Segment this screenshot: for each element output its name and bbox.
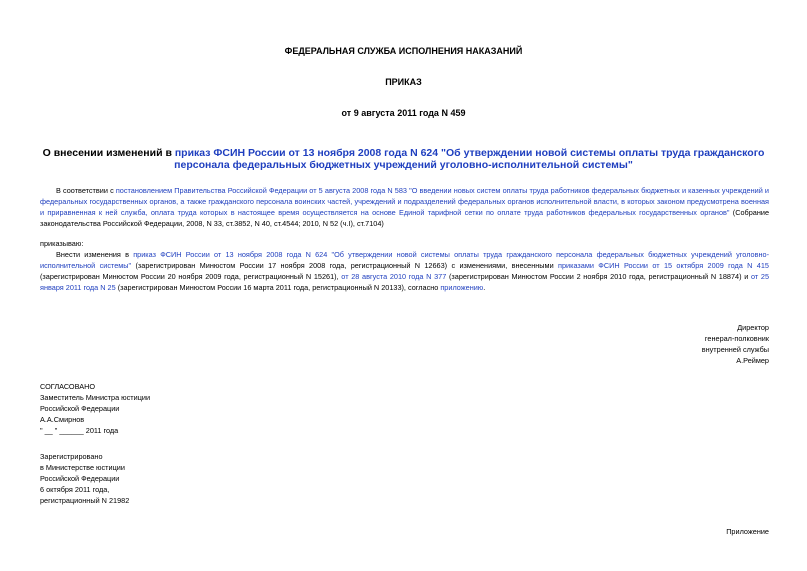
registration-number: регистрационный N 21982: [40, 496, 130, 506]
document-type: ПРИКАЗ: [385, 77, 422, 87]
body-text-1: Внести изменения в: [56, 250, 134, 259]
signer-name: А.Реймер: [736, 356, 769, 366]
body-paragraph: [40, 249, 769, 293]
agreed-country: Российской Федерации: [40, 404, 120, 414]
agreed-position: Заместитель Министра юстиции: [40, 393, 151, 403]
agreed-name: А.А.Смирнов: [40, 415, 85, 425]
registration-heading: Зарегистрировано: [40, 452, 103, 461]
body-text-6: .: [483, 283, 486, 293]
preamble-text-start: В соответствии с: [56, 186, 116, 195]
document-date-number: от 9 августа 2011 года N 459: [341, 108, 466, 118]
signature-block: [702, 322, 769, 366]
title-prefix: О внесении изменений в: [42, 147, 175, 159]
agreed-date: " __ " ______ 2011 года: [40, 426, 119, 436]
body-text-5: (зарегистрирован Минюстом России 16 марта 2011 года, регистрационный N 20133), согласно: [115, 283, 441, 293]
signer-service: внутренней службы: [701, 345, 769, 355]
registration-country: Российской Федерации: [40, 474, 120, 484]
order-377-link[interactable]: от 28 августа 2010 года N 377: [341, 272, 447, 282]
order-25-link[interactable]: от 25 января 2011 года N 25: [40, 272, 770, 293]
issuing-organization: ФЕДЕРАЛЬНАЯ СЛУЖБА ИСПОЛНЕНИЯ НАКАЗАНИЙ: [284, 46, 523, 56]
appendix-label: Приложение: [726, 527, 769, 536]
preamble-paragraph: [40, 185, 769, 229]
agreed-heading: СОГЛАСОВАНО: [40, 382, 96, 391]
order-word: приказываю:: [40, 239, 84, 248]
registration-block: [40, 451, 129, 506]
document-title: [40, 147, 767, 171]
order-624-link[interactable]: приказ ФСИН России от 13 ноября 2008 года N 624 "Об утверждении новой системы оплаты труда гражданского персонала федеральных бюджетных учреждений уголовно-исполнительной системы": [40, 250, 769, 271]
body-text-4: (зарегистрирован Минюстом России 2 ноября 2010 года, регистрационный N 18874) и: [446, 272, 751, 282]
signer-rank: генерал-полковник: [704, 334, 769, 344]
preamble-text-end: (Собрание законодательства Российской Федерации, 2008, N 33, ст.3852, N 40, ст.4544; 2010, N 52 (ч.I), ст.7104): [40, 208, 769, 229]
order-415-link[interactable]: приказами ФСИН России от 15 октября 2009 года N 415: [558, 261, 769, 271]
registration-date: 6 октября 2011 года,: [40, 485, 110, 495]
appendix-link[interactable]: приложению: [440, 283, 484, 293]
government-decree-link[interactable]: постановлением Правительства Российской Федерации от 5 августа 2008 года N 583 "О введении новых систем оплаты труда работников федеральных бюджетных и казенных учреждений и федеральных государственных органов, а также гражданского персонала воинских частей, учреждений и подразделений федеральных органов исполнительной власти, в которых законом предусмотрена военная и приравненная к ней служба, оплата труда которых в настоящее время осуществляется на основе Единой тарифной сетки по оплате труда работников федеральных государственных органов": [40, 186, 769, 218]
registration-ministry: в Министерстве юстиции: [40, 463, 125, 473]
signer-position: Директор: [737, 323, 769, 332]
body-text-3: (зарегистрирован Минюстом России 20 ноября 2009 года, регистрационный N 15261),: [40, 272, 342, 282]
body-text-2: (зарегистрирован Минюстом России 17 ноября 2008 года, регистрационный N 12663) с изменениями, внесенными: [131, 261, 558, 271]
agreed-block: [40, 381, 150, 436]
title-order-link[interactable]: приказ ФСИН России от 13 ноября 2008 года N 624 "Об утверждении новой системы оплаты труда гражданского персонала федеральных бюджетных учреждений уголовно-исполнительной системы": [174, 147, 765, 171]
